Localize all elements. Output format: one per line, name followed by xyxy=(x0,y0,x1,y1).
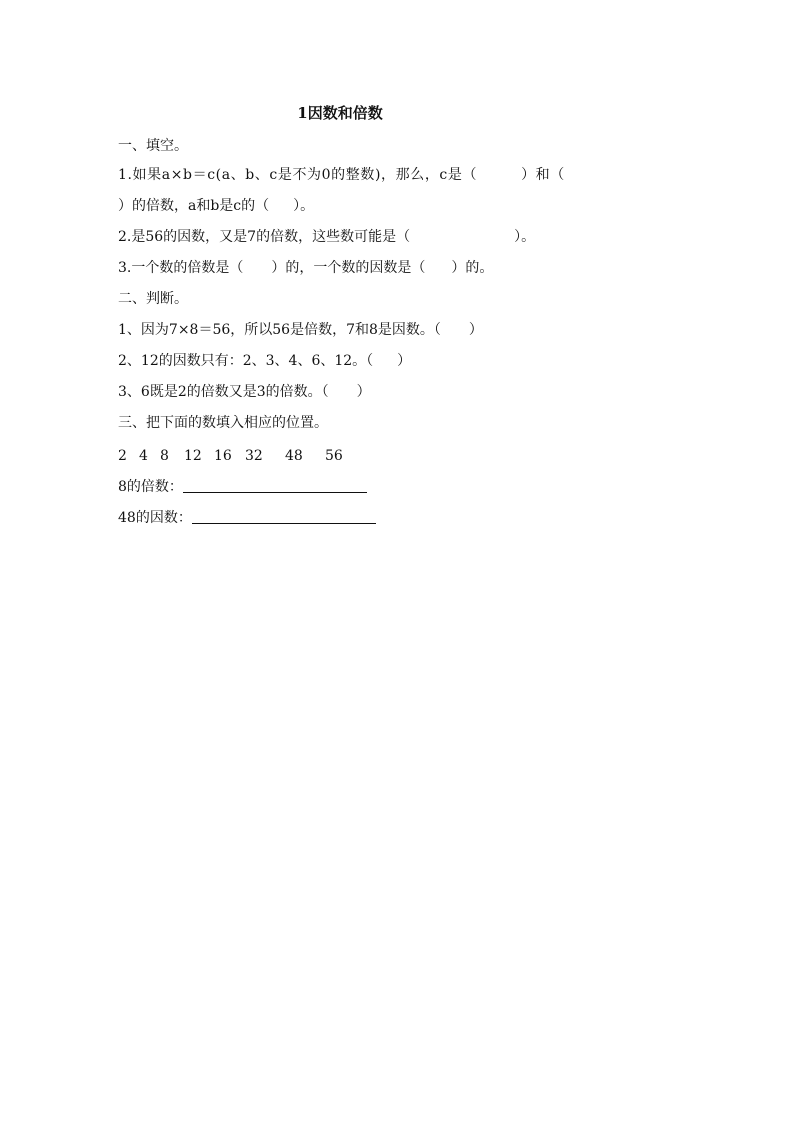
q2-text-a: 2.是56的因数，又是7的倍数，这些数可能是（ xyxy=(118,229,411,245)
multiples-answer-line[interactable] xyxy=(183,478,367,493)
number-item: 56 xyxy=(325,448,343,464)
number-item: 8 xyxy=(160,448,169,464)
question-1-line2 xyxy=(118,197,314,215)
question-2 xyxy=(118,228,535,246)
number-list xyxy=(118,447,343,465)
j3-text-a: 3、6既是2的倍数又是3的倍数。（ xyxy=(118,384,329,400)
factors-answer-line[interactable] xyxy=(192,509,376,524)
section3-heading: 三、把下面的数填入相应的位置。 xyxy=(118,415,328,431)
section2-heading: 二、判断。 xyxy=(118,291,188,307)
q3-text-c: ）的。 xyxy=(451,260,494,276)
j1-text-a: 1、因为7×8＝56，所以56是倍数，7和8是因数。（ xyxy=(118,322,441,338)
factors-of-48-row xyxy=(118,509,376,527)
judge-1 xyxy=(118,321,483,339)
number-item: 48 xyxy=(285,448,303,464)
number-item: 32 xyxy=(245,448,263,464)
q1-text-a: 1.如果a×b＝c(a、b、c是不为0的整数)，那么，c是（ xyxy=(118,167,478,183)
section1-heading: 一、填空。 xyxy=(118,138,188,154)
question-1-line1 xyxy=(118,166,565,184)
number-item: 2 xyxy=(118,448,127,464)
number-item: 16 xyxy=(214,448,232,464)
j1-text-b: ） xyxy=(468,322,483,338)
factors-label: 48的因数： xyxy=(118,510,192,526)
multiples-of-8-row xyxy=(118,478,367,496)
number-item: 4 xyxy=(139,448,148,464)
q2-text-b: ）。 xyxy=(514,229,536,245)
multiples-label: 8的倍数： xyxy=(118,479,183,495)
q1-text-c: ）的倍数，a和b是c的（ xyxy=(118,198,270,214)
judge-3 xyxy=(118,383,371,401)
judge-2 xyxy=(118,352,411,370)
j2-text-b: ） xyxy=(397,353,412,369)
q1-text-d: ）。 xyxy=(293,198,315,214)
q3-text-a: 3.一个数的倍数是（ xyxy=(118,260,244,276)
j3-text-b: ） xyxy=(356,384,371,400)
q1-text-b: ）和（ xyxy=(521,167,565,183)
q3-text-b: ）的，一个数的因数是（ xyxy=(271,260,426,276)
number-item: 12 xyxy=(184,448,202,464)
page-title: 1因数和倍数 xyxy=(297,104,383,122)
j2-text-a: 2、12的因数只有：2、3、4、6、12。（ xyxy=(118,353,374,369)
question-3 xyxy=(118,259,493,277)
